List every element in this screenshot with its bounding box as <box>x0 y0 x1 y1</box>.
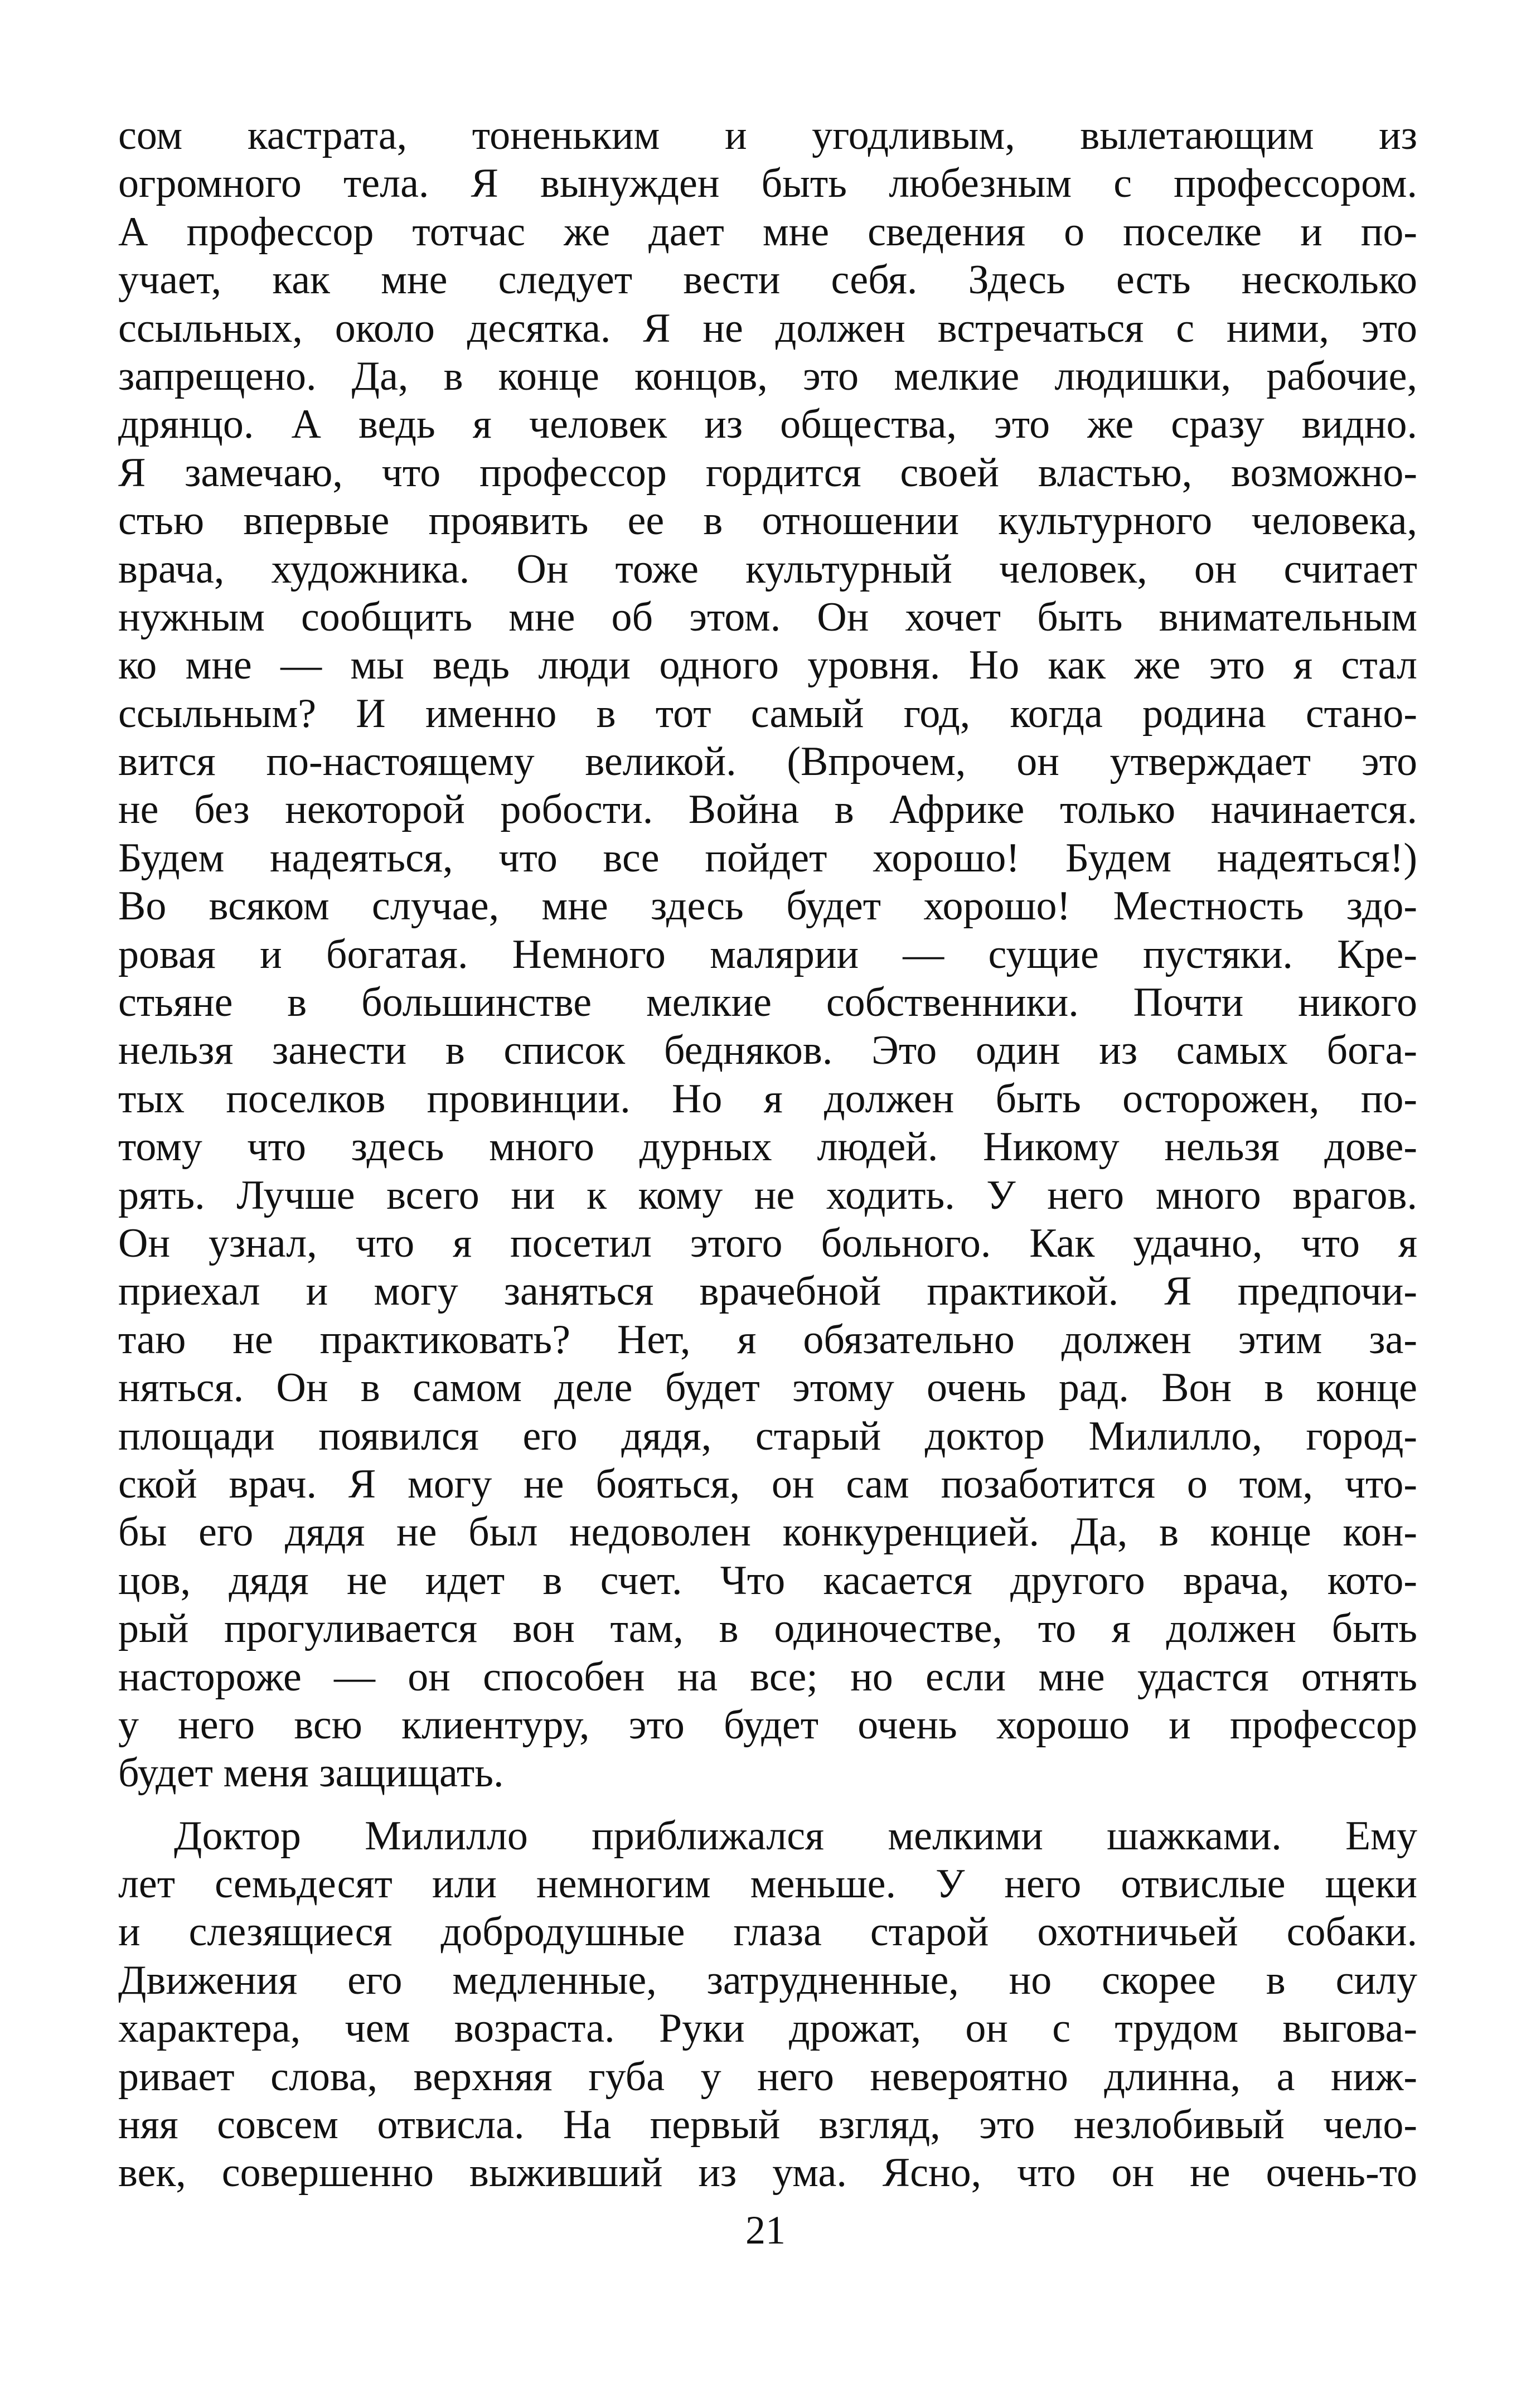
text-line: запрещено. Да, в конце концов, это мелкие людишки, рабочие, <box>118 353 1417 399</box>
paragraph-2 <box>118 1812 1417 2197</box>
text-line: Движения его медленные, затрудненные, но скорее в силу <box>118 1957 1417 2003</box>
text-line: няться. Он в самом деле будет этому очень рад. Вон в конце <box>118 1365 1417 1411</box>
text-line: ривает слова, верхняя губа у него невероятно длинна, а ниж- <box>118 2053 1417 2100</box>
text-line: ссыльным? И именно в тот самый год, когда родина стано- <box>118 690 1417 737</box>
text-line: таю не практиковать? Нет, я обязательно должен этим за- <box>118 1316 1417 1363</box>
page-number: 21 <box>745 2208 786 2252</box>
text-line: дрянцо. А ведь я человек из общества, это же сразу видно. <box>118 401 1417 448</box>
text-line: ко мне — мы ведь люди одного уровня. Но как же это я стал <box>118 642 1417 689</box>
text-line: нельзя занести в список бедняков. Это один из самых бога- <box>118 1028 1417 1074</box>
text-line: тому что здесь много дурных людей. Никому нельзя дове- <box>118 1124 1417 1170</box>
paragraph-gap <box>118 1797 1417 1812</box>
text-line: век, совершенно выживший из ума. Ясно, что он не очень-то <box>118 2150 1417 2196</box>
text-line: приехал и могу заняться врачебной практикой. Я предпочи- <box>118 1268 1417 1315</box>
text-line: учает, как мне следует вести себя. Здесь есть несколько <box>118 257 1417 303</box>
text-line: рять. Лучше всего ни к кому не ходить. У него много врагов. <box>118 1172 1417 1218</box>
text-line: и слезящиеся добродушные глаза старой охотничьей собаки. <box>118 1909 1417 1955</box>
text-line: площади появился его дядя, старый доктор Милилло, город- <box>118 1413 1417 1459</box>
text-line: стьяне в большинстве мелкие собственники. Почти никого <box>118 980 1417 1026</box>
text-line: А профессор тотчас же дает мне сведения о поселке и по- <box>118 209 1417 255</box>
text-line: цов, дядя не идет в счет. Что касается другого врача, кото- <box>118 1557 1417 1603</box>
text-line: сом кастрата, тоненьким и угодливым, вылетающим из <box>118 113 1417 158</box>
text-line: настороже — он способен на все; но если мне удастся отнять <box>118 1654 1417 1700</box>
text-line: огромного тела. Я вынужден быть любезным с профессором. <box>118 161 1417 207</box>
text-line: тых поселков провинции. Но я должен быть осторожен, по- <box>118 1075 1417 1122</box>
text-line: Будем надеяться, что все пойдет хорошо! Будем надеяться!) <box>118 835 1417 881</box>
text-line: стью впервые проявить ее в отношении культурного человека, <box>118 498 1417 544</box>
text-line: у него всю клиентуру, это будет очень хорошо и профессор <box>118 1702 1417 1748</box>
text-line: врача, художника. Он тоже культурный человек, он считает <box>118 546 1417 592</box>
text-line: ской врач. Я могу не бояться, он сам позаботится о том, что- <box>118 1461 1417 1507</box>
text-line: няя совсем отвисла. На первый взгляд, это незлобивый чело- <box>118 2102 1417 2148</box>
paragraph-1 <box>118 112 1417 1797</box>
text-line: рый прогуливается вон там, в одиночестве, то я должен быть <box>118 1606 1417 1652</box>
body-text <box>118 112 1417 2197</box>
text-line: Доктор Милилло приближался мелкими шажками. Ему <box>174 1813 1417 1859</box>
text-line: лет семьдесят или немногим меньше. У него отвислые щеки <box>118 1861 1417 1907</box>
text-line: характера, чем возраста. Руки дрожат, он с трудом выгова- <box>118 2005 1417 2052</box>
text-line: нужным сообщить мне об этом. Он хочет быть внимательным <box>118 594 1417 640</box>
text-line: Я замечаю, что профессор гордится своей властью, возможно- <box>118 449 1417 496</box>
text-line: будет меня защищать. <box>118 1750 504 1796</box>
text-line: ссыльных, около десятка. Я не должен встречаться с ними, это <box>118 305 1417 351</box>
text-line: Во всяком случае, мне здесь будет хорошо! Местность здо- <box>118 883 1417 929</box>
text-line: вится по-настоящему великой. (Впрочем, он утверждает это <box>118 739 1417 785</box>
text-line: ровая и богатая. Немного малярии — сущие пустяки. Кре- <box>118 931 1417 977</box>
text-line: бы его дядя не был недоволен конкуренцией. Да, в конце кон- <box>118 1509 1417 1556</box>
text-line: не без некоторой робости. Война в Африке только начинается. <box>118 787 1417 833</box>
text-line: Он узнал, что я посетил этого больного. Как удачно, что я <box>118 1220 1417 1266</box>
